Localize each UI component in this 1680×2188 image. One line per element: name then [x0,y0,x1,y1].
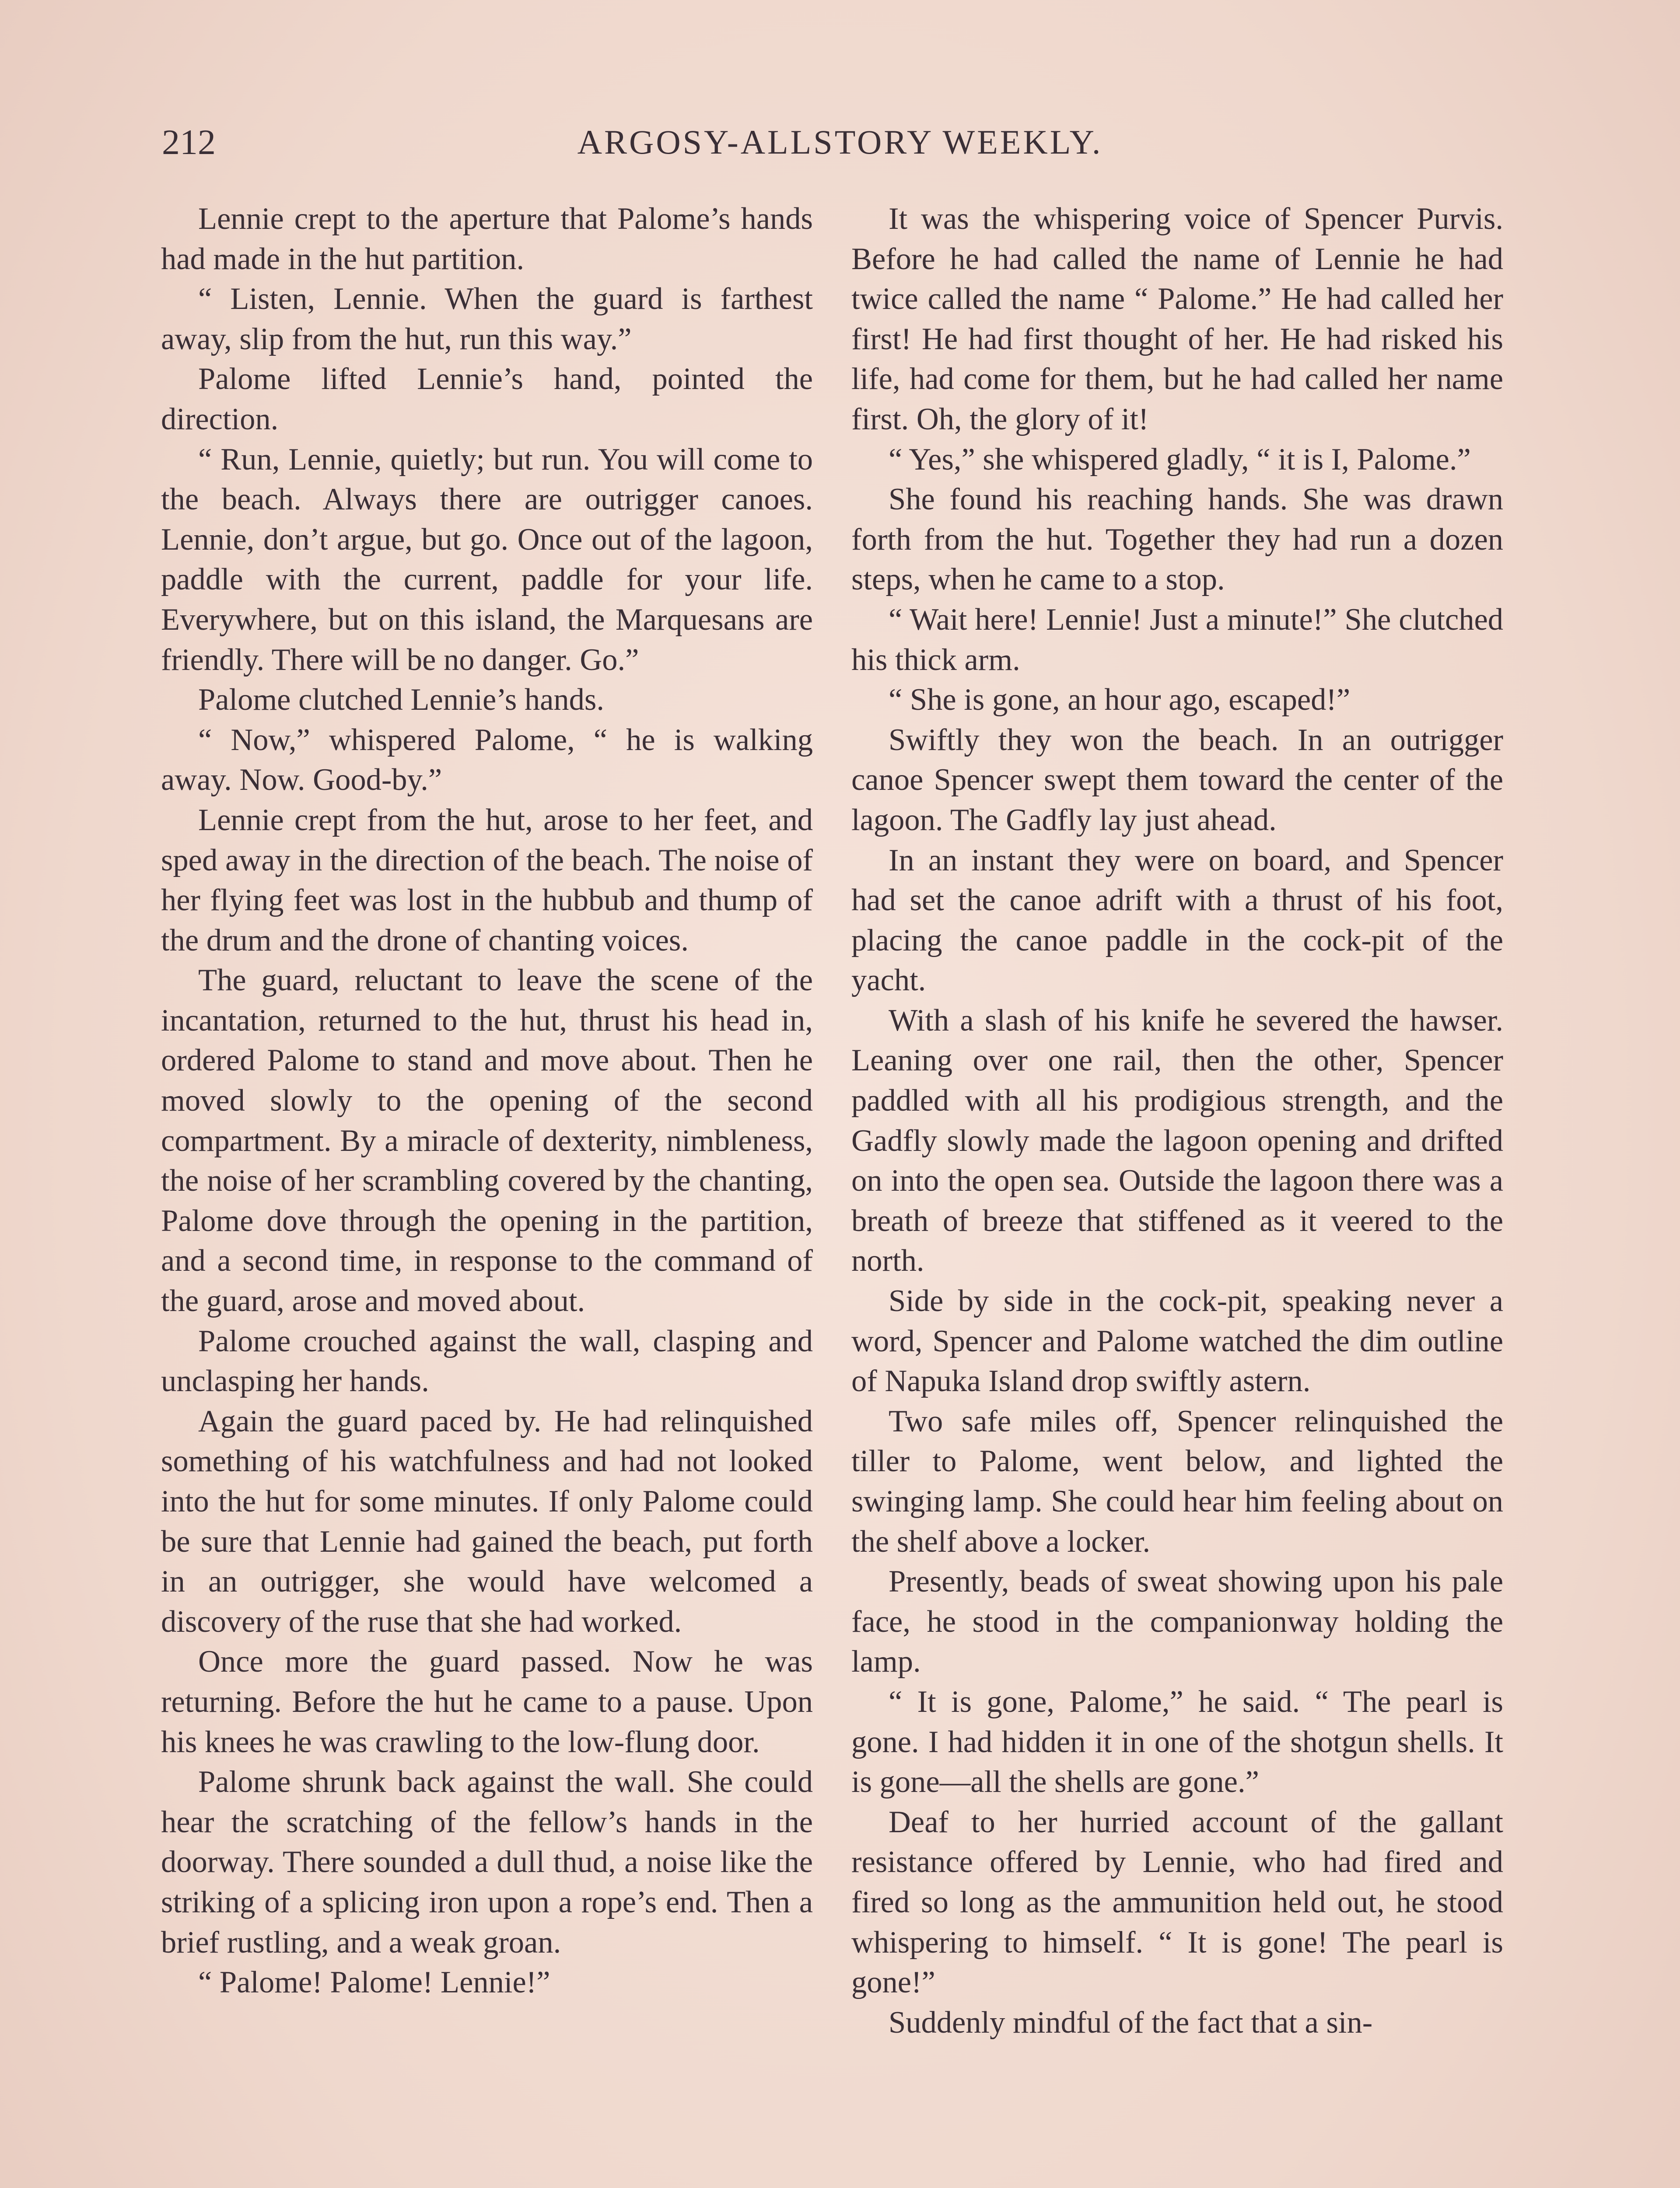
paragraph: Lennie crept to the aperture that Palome’s hands had made in the hut partition. [161,202,813,276]
paragraph: With a slash of his knife he severed the hawser. Leaning over one rail, then the other, Spencer paddled with all his prodigious strength, and the Gadfly slowly made the lagoon opening and drifted on into the open sea. Outside the lagoon there was a breath of breeze that stiffened as it veered to the north. [851,1003,1503,1278]
paragraph: “ Listen, Lennie. When the guard is farthest away, slip from the hut, run this way.” [161,282,813,356]
paragraph: “ Now,” whispered Palome, “ he is walking away. Now. Good-by.” [161,722,813,797]
running-head: ARGOSY-ALLSTORY WEEKLY. [577,123,1103,161]
paragraph: “ Yes,” she whispered gladly, “ it is I, Palome.” [889,442,1471,477]
paragraph: Palome lifted Lennie’s hand, pointed the direction. [161,362,813,436]
page-header [162,118,1518,166]
paragraph: Palome crouched against the wall, clasping and unclasping her hands. [161,1324,813,1399]
paragraph: Presently, beads of sweat showing upon his pale face, he stood in the companionway holding the lamp. [851,1564,1503,1679]
paragraph: In an instant they were on board, and Spencer had set the canoe adrift with a thrust of his foot, placing the canoe paddle in the cock-pit of the yacht. [851,843,1503,998]
paragraph: “ Palome! Palome! Lennie!” [198,1965,550,2000]
right-column [851,199,1503,2043]
paragraph: Suddenly mindful of the fact that a sin- [889,2005,1373,2040]
paragraph: Palome shrunk back against the wall. She could hear the scratching of the fellow’s hands in the doorway. There sounded a dull thud, a noise like the striking of a splicing iron upon a rope’s end. Then a brief rustling, and a weak groan. [161,1765,813,1960]
left-column [161,199,813,2003]
paragraph: Two safe miles off, Spencer relinquished the tiller to Palome, went below, and lighted the swinging lamp. She could hear him feeling about on the shelf above a locker. [851,1404,1503,1559]
paragraph: The guard, reluctant to leave the scene of the incantation, returned to the hut, thrust his head in, ordered Palome to stand and move about. Then he moved slowly to the opening of the second compartment. By a miracle of dexterity, nimbleness, the noise of her scrambling covered by the chanting, Palome dove through the opening in the partition, and a second time, in response to the command of the guard, arose and moved about. [161,963,813,1318]
paragraph: Palome clutched Lennie’s hands. [198,683,604,717]
page-number: 212 [162,122,216,162]
paragraph: Again the guard paced by. He had relinquished something of his watchfulness and had not looked into the hut for some minutes. If only Palome could be sure that Lennie had gained the beach, put forth in an outrigger, she would have welcomed a discovery of the ruse that she had worked. [161,1404,813,1639]
paragraph: “ Wait here! Lennie! Just a minute!” She clutched his thick arm. [851,602,1503,677]
paragraph: Deaf to her hurried account of the gallant resistance offered by Lennie, who had fired and fired so long as the ammunition held out, he stood whispering to himself. “ It is gone! The pearl is gone!” [851,1805,1503,2000]
paragraph: Swiftly they won the beach. In an outrigger canoe Spencer swept them toward the center of the lagoon. The Gadfly lay just ahead. [851,722,1503,837]
paragraph: “ It is gone, Palome,” he said. “ The pearl is gone. I had hidden it in one of the shotgun shells. It is gone—all the shells are gone.” [851,1684,1503,1799]
paragraph: It was the whispering voice of Spencer Purvis. Before he had called the name of Lennie he had twice called the name “ Palome.” He had called her first! He had first thought of her. He had risked his life, had come for them, but he had called her name first. Oh, the glory of it! [851,202,1503,436]
paragraph: Side by side in the cock-pit, speaking never a word, Spencer and Palome watched the dim outline of Napuka Island drop swiftly astern. [851,1284,1503,1399]
paragraph: Once more the guard passed. Now he was returning. Before the hut he came to a pause. Upon his knees he was crawling to the low-flung door. [161,1645,813,1759]
paragraph: “ Run, Lennie, quietly; but run. You will come to the beach. Always there are outrigger canoes. Lennie, don’t argue, but go. Once out of the lagoon, paddle with the current, paddle for your life. Everywhere, but on this island, the Marquesans are friendly. There will be no danger. Go.” [161,442,813,677]
paragraph: “ She is gone, an hour ago, escaped!” [889,683,1351,717]
paragraph: She found his reaching hands. She was drawn forth from the hut. Together they had run a dozen steps, when he came to a stop. [851,482,1503,597]
paragraph: Lennie crept from the hut, arose to her feet, and sped away in the direction of the beach. The noise of her flying feet was lost in the hubbub and thump of the drum and the drone of chanting voices. [161,803,813,957]
